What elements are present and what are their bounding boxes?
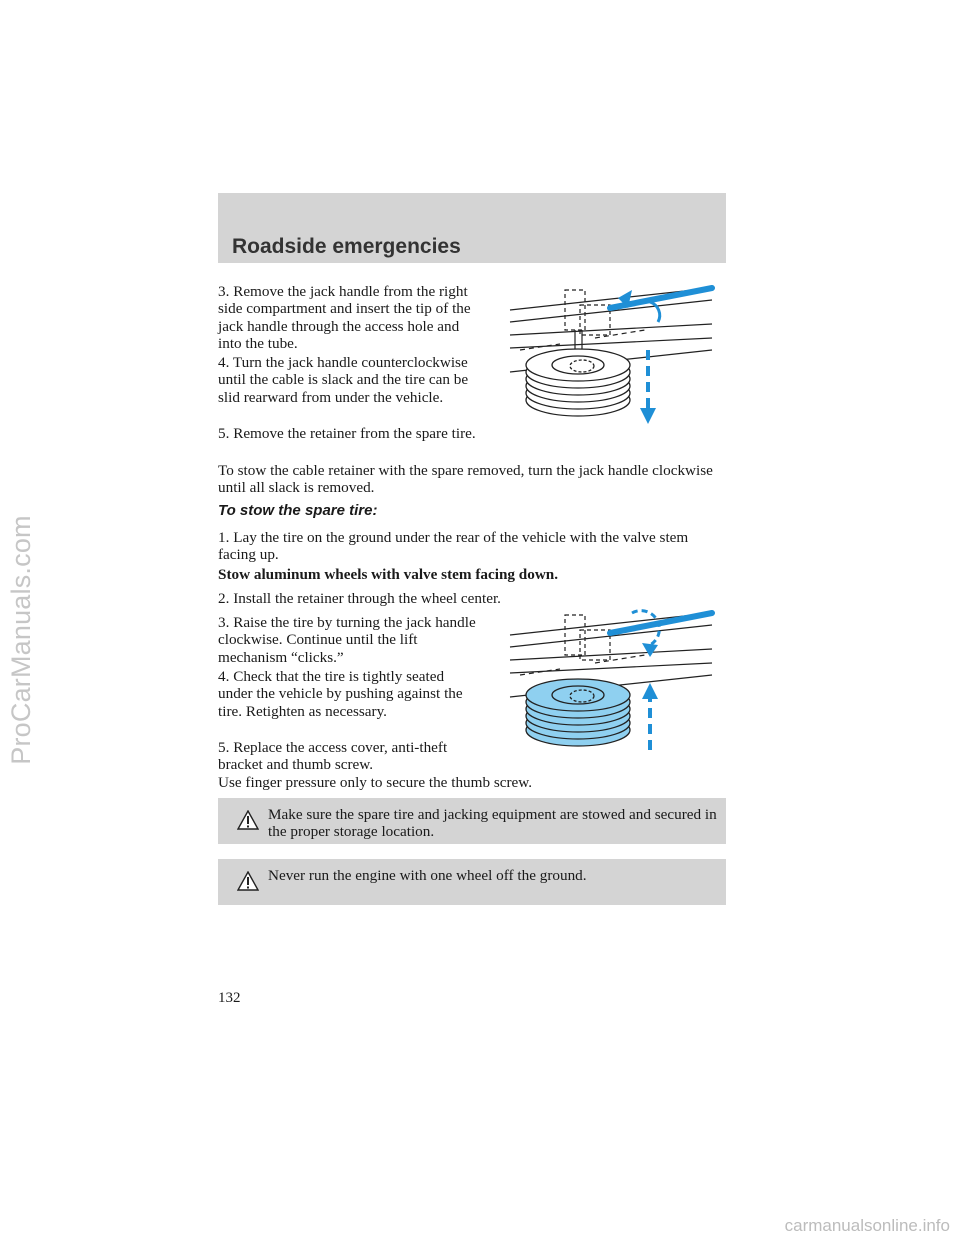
section-title: Roadside emergencies — [232, 235, 461, 258]
step-stow-2: 2. Install the retainer through the wheel center. — [218, 590, 501, 607]
step-stow-5-note: Use finger pressure only to secure the thumb screw. — [218, 774, 533, 791]
warning-triangle-icon — [237, 810, 259, 830]
stow-cable-note: To stow the cable retainer with the spare removed, turn the jack handle clockwise until all slack is removed. — [218, 462, 713, 497]
step-stow-5: 5. Replace the access cover, anti-theft bracket and thumb screw. — [218, 739, 448, 774]
step-remove-3: 3. Remove the jack handle from the right side compartment and insert the tip of the jack handle through the access hole and into the tube. — [218, 283, 471, 353]
warning-text-engine: Never run the engine with one wheel off the ground. — [268, 867, 587, 884]
warning-text-stowed: Make sure the spare tire and jacking equipment are stowed and secured in the proper storage location. — [268, 806, 717, 841]
spare-lowering-illustration — [500, 280, 720, 430]
stow-subheading: To stow the spare tire: — [218, 502, 378, 519]
side-watermark: ProCarManuals.com — [6, 515, 36, 765]
warning-triangle-icon — [237, 871, 259, 891]
step-remove-4: 4. Turn the jack handle counterclockwise until the cable is slack and the tire can be slid rearward from under the vehicle. — [218, 354, 469, 406]
footer-watermark: carmanualsonline.info — [784, 1216, 950, 1235]
warning-box-engine — [218, 859, 726, 905]
spare-raising-illustration — [500, 605, 720, 755]
tire-icon — [526, 679, 630, 746]
step-stow-3: 3. Raise the tire by turning the jack handle clockwise. Continue until the lift mechanism “clicks.” — [218, 614, 476, 666]
step-remove-5: 5. Remove the retainer from the spare tire. — [218, 425, 476, 442]
step-stow-1: 1. Lay the tire on the ground under the rear of the vehicle with the valve stem facing up. — [218, 529, 689, 564]
warning-box-stowed — [218, 798, 726, 844]
stow-aluminum-note: Stow aluminum wheels with valve stem facing down. — [218, 566, 559, 583]
page-number: 132 — [218, 990, 241, 1006]
step-stow-4: 4. Check that the tire is tightly seated under the vehicle by pushing against the tire. Retighten as necessary. — [218, 668, 463, 720]
tire-icon — [526, 349, 630, 416]
section-header — [218, 193, 726, 263]
